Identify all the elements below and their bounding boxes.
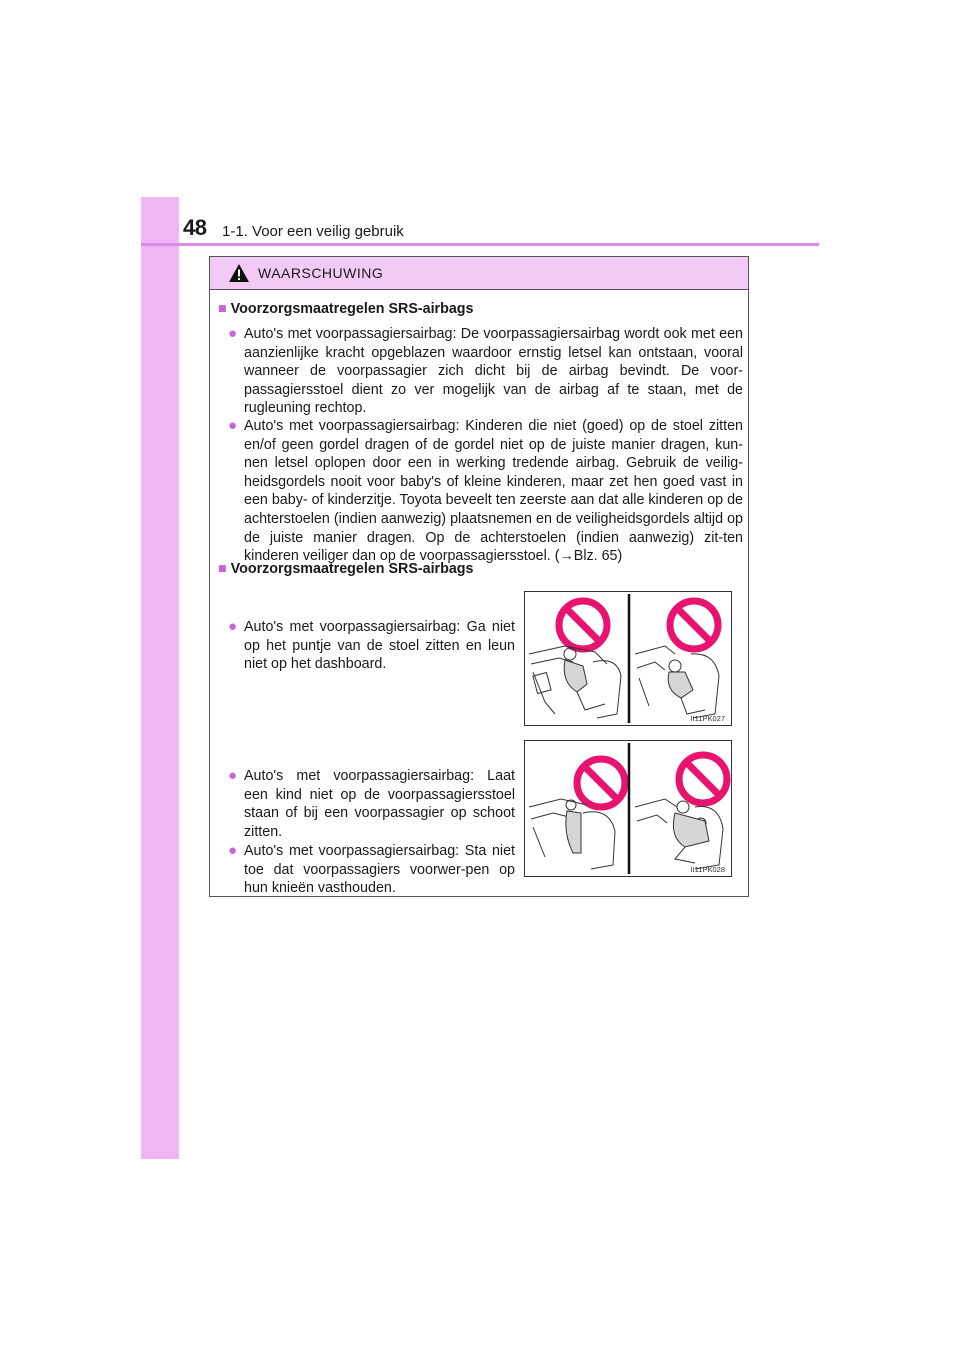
car-interior-drawing [529,799,723,869]
illustration-code: II11PK028 [690,865,725,874]
illustration-child-on-seat [524,740,732,877]
warning-header [210,257,748,290]
list-item: ● Auto's met voorpassagiersairbag: Sta niet toe dat voorpassagiers voorwer-pen op hun knieën vasthouden. [228,842,515,897]
prohibition-icon [679,755,727,803]
square-bullet-icon: ■ [218,301,227,317]
circle-bullet-icon: ● [228,842,238,859]
section-heading-2: ■ Voorzorgsmaatregelen SRS-airbags [218,561,474,577]
chapter-side-bar [141,197,179,1159]
warning-triangle-icon [228,263,250,283]
circle-bullet-icon: ● [228,417,238,434]
list-item: ● Auto's met voorpassagiersairbag: Laat een kind niet op de voorpassagiersstoel staan of bij een voorpassagier op schoot zitten. [228,767,515,840]
list-item: ● Auto's met voorpassagiersairbag: De voorpassagiersairbag wordt ook met een aanzienlijke kracht opgeblazen waardoor ernstig letsel kan ontstaan, vooral wanneer de voorpassagier zich dicht bij de airbag bevindt. De voor-passagiersstoel dient zo ver mogelijk van de airbag af te staan, met de rugleuning rechtop. [228,325,743,417]
header-rule [141,243,819,246]
page-number: 48 [183,215,207,240]
square-bullet-icon: ■ [218,561,227,577]
circle-bullet-icon: ● [228,618,238,635]
section-heading-1: ■ Voorzorgsmaatregelen SRS-airbags [218,301,474,317]
list-item: ● Auto's met voorpassagiersairbag: Ga niet op het puntje van de stoel zitten en leun niet op het dashboard. [228,618,515,673]
circle-bullet-icon: ● [228,325,238,342]
circle-bullet-icon: ● [228,767,238,784]
prohibition-icon [670,601,718,649]
warning-box [209,256,749,897]
list-item: ● Auto's met voorpassagiersairbag: Kinderen die niet (goed) op de stoel zitten en/of geen gordel dragen of de gordel niet op de juiste manier dragen, kun-nen letsel oplopen door een in werking tredende airbag. Gebruik de veilig-heidsgordels nooit voor baby's of kleine kinderen, maar zet hen goed vast in een baby- of kinderzitje. Toyota beveelt ten zeerste aan dat alle kinderen op de achterstoelen (indien aanwezig) plaatsnemen en de veiligheidsgordels altijd op de juiste manier dragen. Op de achterstoelen (indien aanwezig) zit-ten kinderen veiliger dan op de voorpassagiersstoel. (→Blz. 65) [228,417,743,565]
prohibition-icon [559,601,607,649]
illustration-leaning-passenger [524,591,732,726]
prohibition-icon [577,759,625,807]
warning-content [210,290,748,896]
section-title: 1-1. Voor een veilig gebruik [222,223,404,240]
car-interior-drawing [529,646,719,718]
warning-title: WAARSCHUWING [258,265,384,281]
illustration-code: II11PK027 [690,714,725,723]
